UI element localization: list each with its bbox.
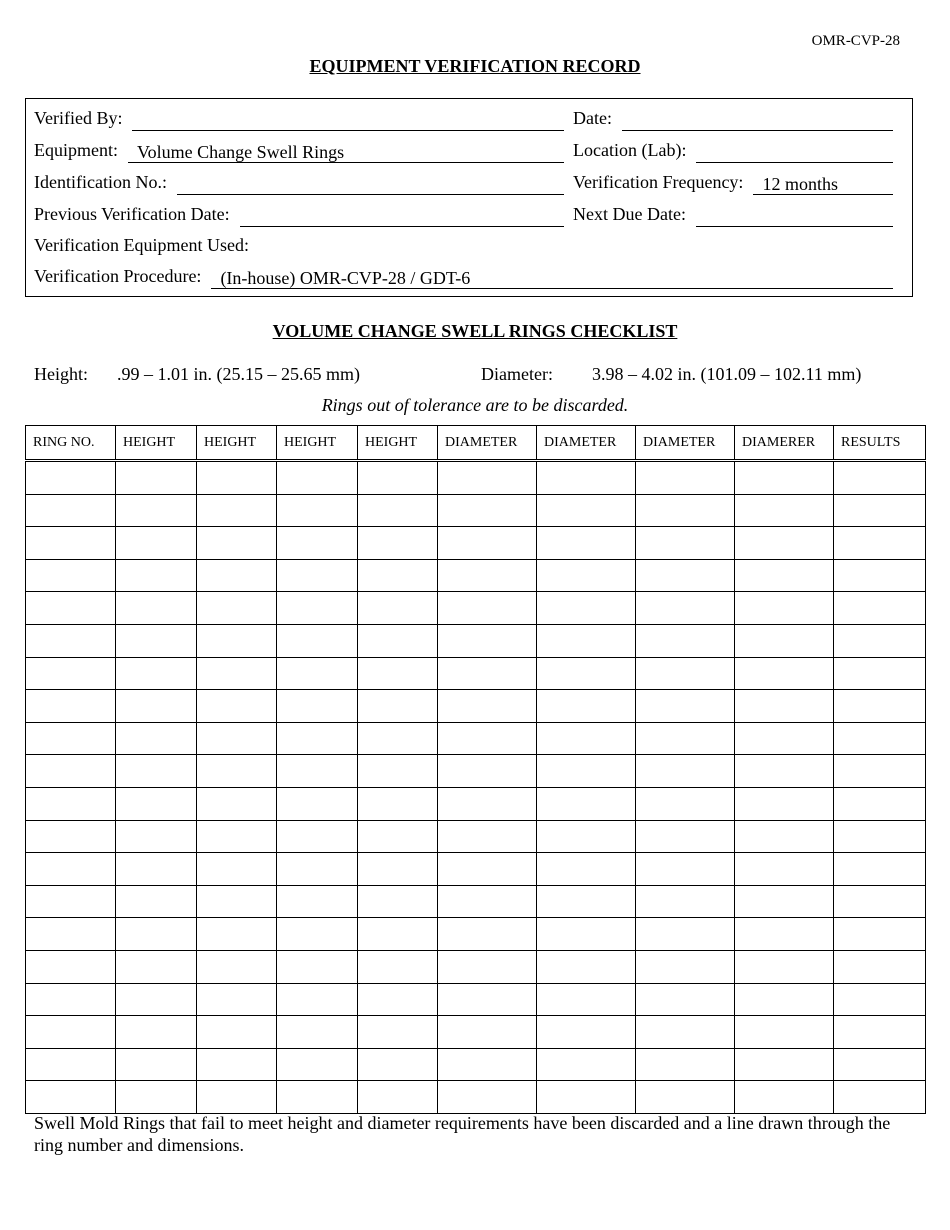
table-cell[interactable]	[277, 592, 358, 625]
table-cell[interactable]	[197, 853, 277, 886]
table-cell[interactable]	[197, 657, 277, 690]
table-cell[interactable]	[834, 592, 926, 625]
table-cell[interactable]	[358, 853, 438, 886]
table-row	[26, 983, 926, 1016]
table-cell[interactable]	[358, 1081, 438, 1114]
table-cell[interactable]	[537, 950, 636, 983]
table-cell[interactable]	[438, 461, 537, 495]
table-cell[interactable]	[197, 624, 277, 657]
table-cell[interactable]	[537, 918, 636, 951]
document-id: OMR-CVP-28	[811, 33, 900, 49]
table-row	[26, 1081, 926, 1114]
table-cell[interactable]	[834, 1048, 926, 1081]
table-cell[interactable]	[735, 1016, 834, 1049]
table-cell[interactable]	[116, 461, 197, 495]
table-row	[26, 755, 926, 788]
previous-date-field	[34, 203, 564, 227]
table-row	[26, 690, 926, 723]
table-cell[interactable]	[358, 690, 438, 723]
col-height-2: HEIGHT	[197, 426, 277, 461]
table-cell[interactable]	[735, 722, 834, 755]
table-cell[interactable]	[438, 885, 537, 918]
table-cell[interactable]	[277, 1016, 358, 1049]
table-cell[interactable]	[636, 624, 735, 657]
table-cell[interactable]	[735, 1048, 834, 1081]
table-cell[interactable]	[358, 820, 438, 853]
table-cell[interactable]	[197, 950, 277, 983]
table-cell[interactable]	[26, 820, 116, 853]
table-cell[interactable]	[834, 461, 926, 495]
verified-by-input[interactable]	[132, 109, 564, 131]
table-cell[interactable]	[537, 494, 636, 527]
table-cell[interactable]	[277, 494, 358, 527]
checklist-title: VOLUME CHANGE SWELL RINGS CHECKLIST	[272, 321, 678, 341]
previous-date-input[interactable]	[240, 205, 564, 227]
col-diameter-1: DIAMETER	[438, 426, 537, 461]
table-cell[interactable]	[358, 657, 438, 690]
date-label: Date:	[573, 108, 612, 128]
table-cell[interactable]	[197, 1016, 277, 1049]
footer-note: Swell Mold Rings that fail to meet height and diameter requirements have been discarded and a line drawn through the ring number and dimensions.	[34, 1113, 891, 1155]
table-cell[interactable]	[537, 559, 636, 592]
table-cell[interactable]	[834, 527, 926, 560]
table-cell[interactable]	[26, 657, 116, 690]
identification-input[interactable]	[177, 173, 564, 195]
table-row	[26, 494, 926, 527]
table-cell[interactable]	[537, 657, 636, 690]
table-cell[interactable]	[358, 461, 438, 495]
table-cell[interactable]	[197, 820, 277, 853]
table-cell[interactable]	[277, 624, 358, 657]
table-row	[26, 918, 926, 951]
table-cell[interactable]	[26, 527, 116, 560]
table-cell[interactable]	[26, 885, 116, 918]
table-cell[interactable]	[26, 624, 116, 657]
equipment-field	[34, 139, 564, 163]
col-diameter-4: DIAMERER	[735, 426, 834, 461]
table-cell[interactable]	[438, 1016, 537, 1049]
table-cell[interactable]	[26, 787, 116, 820]
table-cell[interactable]	[116, 1081, 197, 1114]
table-cell[interactable]	[735, 755, 834, 788]
col-diameter-3: DIAMETER	[636, 426, 735, 461]
table-cell[interactable]	[26, 853, 116, 886]
table-cell[interactable]	[537, 527, 636, 560]
table-cell[interactable]	[358, 755, 438, 788]
table-cell[interactable]	[197, 690, 277, 723]
table-cell[interactable]	[197, 494, 277, 527]
table-cell[interactable]	[636, 1048, 735, 1081]
table-cell[interactable]	[537, 983, 636, 1016]
table-cell[interactable]	[537, 722, 636, 755]
table-cell[interactable]	[537, 755, 636, 788]
table-cell[interactable]	[834, 853, 926, 886]
table-row	[26, 527, 926, 560]
table-cell[interactable]	[537, 885, 636, 918]
table-cell[interactable]	[358, 592, 438, 625]
table-cell[interactable]	[26, 1016, 116, 1049]
table-cell[interactable]	[26, 559, 116, 592]
table-cell[interactable]	[735, 983, 834, 1016]
col-height-1: HEIGHT	[116, 426, 197, 461]
table-cell[interactable]	[116, 559, 197, 592]
table-row	[26, 950, 926, 983]
table-cell[interactable]	[197, 755, 277, 788]
table-cell[interactable]	[636, 1081, 735, 1114]
table-cell[interactable]	[197, 592, 277, 625]
location-input[interactable]	[696, 141, 893, 163]
table-cell[interactable]	[636, 950, 735, 983]
table-cell[interactable]	[277, 885, 358, 918]
table-cell[interactable]	[834, 755, 926, 788]
table-cell[interactable]	[537, 787, 636, 820]
table-cell[interactable]	[197, 918, 277, 951]
table-cell[interactable]	[197, 559, 277, 592]
table-cell[interactable]	[438, 820, 537, 853]
table-row	[26, 853, 926, 886]
height-spec-label: Height:	[34, 364, 88, 384]
table-cell[interactable]	[636, 755, 735, 788]
table-cell[interactable]	[537, 853, 636, 886]
frequency-label: Verification Frequency:	[573, 172, 744, 192]
table-cell[interactable]	[358, 787, 438, 820]
table-cell[interactable]	[197, 787, 277, 820]
table-cell[interactable]	[358, 494, 438, 527]
table-cell[interactable]	[438, 592, 537, 625]
table-cell[interactable]	[735, 950, 834, 983]
table-cell[interactable]	[197, 722, 277, 755]
table-cell[interactable]	[277, 559, 358, 592]
table-cell[interactable]	[735, 592, 834, 625]
table-cell[interactable]	[636, 494, 735, 527]
table-cell[interactable]	[277, 722, 358, 755]
table-cell[interactable]	[438, 755, 537, 788]
table-cell[interactable]	[636, 885, 735, 918]
table-cell[interactable]	[438, 1081, 537, 1114]
table-cell[interactable]	[537, 1081, 636, 1114]
date-input[interactable]	[622, 109, 893, 131]
equipment-used-field	[34, 234, 564, 258]
frequency-field	[573, 171, 893, 195]
equipment-input[interactable]: Volume Change Swell Rings	[128, 141, 564, 163]
table-cell[interactable]	[116, 983, 197, 1016]
procedure-field	[34, 265, 893, 289]
table-cell[interactable]	[735, 787, 834, 820]
record-info-box	[25, 98, 913, 297]
table-cell[interactable]	[26, 918, 116, 951]
table-cell[interactable]	[636, 657, 735, 690]
table-cell[interactable]	[197, 527, 277, 560]
table-cell[interactable]	[116, 657, 197, 690]
table-cell[interactable]	[358, 918, 438, 951]
table-row	[26, 559, 926, 592]
page-title: EQUIPMENT VERIFICATION RECORD	[309, 56, 641, 76]
table-cell[interactable]	[438, 527, 537, 560]
location-label: Location (Lab):	[573, 140, 687, 160]
table-cell[interactable]	[438, 983, 537, 1016]
table-cell[interactable]	[116, 950, 197, 983]
table-cell[interactable]	[834, 1081, 926, 1114]
table-cell[interactable]	[834, 983, 926, 1016]
table-cell[interactable]	[116, 1048, 197, 1081]
table-cell[interactable]	[116, 592, 197, 625]
table-cell[interactable]	[358, 527, 438, 560]
table-cell[interactable]	[636, 559, 735, 592]
table-cell[interactable]	[277, 755, 358, 788]
table-header-row	[26, 426, 926, 461]
table-cell[interactable]	[358, 1048, 438, 1081]
diameter-spec-value: 3.98 – 4.02 in. (101.09 – 102.11 mm)	[592, 364, 862, 384]
table-cell[interactable]	[438, 559, 537, 592]
equipment-used-label: Verification Equipment Used:	[34, 235, 249, 255]
table-cell[interactable]	[834, 722, 926, 755]
table-cell[interactable]	[358, 983, 438, 1016]
table-row	[26, 787, 926, 820]
verified-by-field	[34, 107, 564, 131]
table-cell[interactable]	[537, 1016, 636, 1049]
table-cell[interactable]	[636, 722, 735, 755]
table-row	[26, 885, 926, 918]
previous-date-label: Previous Verification Date:	[34, 204, 230, 224]
table-cell[interactable]	[26, 592, 116, 625]
table-cell[interactable]	[438, 722, 537, 755]
col-ring-no: RING NO.	[26, 426, 116, 461]
table-cell[interactable]	[735, 918, 834, 951]
table-cell[interactable]	[636, 853, 735, 886]
table-cell[interactable]	[834, 820, 926, 853]
table-cell[interactable]	[358, 950, 438, 983]
table-cell[interactable]	[537, 624, 636, 657]
next-due-field	[573, 203, 893, 227]
table-row	[26, 592, 926, 625]
table-cell[interactable]	[537, 690, 636, 723]
table-cell[interactable]	[26, 494, 116, 527]
table-cell[interactable]	[438, 853, 537, 886]
table-row	[26, 820, 926, 853]
table-row	[26, 461, 926, 495]
table-cell[interactable]	[735, 1081, 834, 1114]
table-cell[interactable]	[834, 690, 926, 723]
tolerance-note: Rings out of tolerance are to be discarded.	[321, 395, 629, 415]
col-height-3: HEIGHT	[277, 426, 358, 461]
table-cell[interactable]	[834, 1016, 926, 1049]
date-field	[573, 107, 893, 131]
table-cell[interactable]	[735, 461, 834, 495]
table-row	[26, 722, 926, 755]
table-cell[interactable]	[116, 722, 197, 755]
table-cell[interactable]	[358, 1016, 438, 1049]
ring-checklist-table	[25, 425, 926, 1114]
table-cell[interactable]	[537, 1048, 636, 1081]
table-cell[interactable]	[26, 755, 116, 788]
table-cell[interactable]	[636, 592, 735, 625]
table-cell[interactable]	[277, 461, 358, 495]
table-cell[interactable]	[735, 657, 834, 690]
table-cell[interactable]	[116, 853, 197, 886]
table-cell[interactable]	[116, 690, 197, 723]
next-due-label: Next Due Date:	[573, 204, 686, 224]
table-cell[interactable]	[197, 461, 277, 495]
table-cell[interactable]	[438, 624, 537, 657]
table-cell[interactable]	[636, 918, 735, 951]
table-cell[interactable]	[26, 722, 116, 755]
table-cell[interactable]	[438, 918, 537, 951]
table-cell[interactable]	[537, 461, 636, 495]
table-cell[interactable]	[197, 1081, 277, 1114]
table-row	[26, 624, 926, 657]
table-cell[interactable]	[636, 787, 735, 820]
identification-field	[34, 171, 564, 195]
table-cell[interactable]	[358, 624, 438, 657]
table-cell[interactable]	[735, 853, 834, 886]
table-cell[interactable]	[537, 820, 636, 853]
table-cell[interactable]	[277, 657, 358, 690]
table-cell[interactable]	[735, 494, 834, 527]
table-cell[interactable]	[438, 690, 537, 723]
table-cell[interactable]	[116, 918, 197, 951]
table-cell[interactable]	[636, 461, 735, 495]
table-cell[interactable]	[358, 559, 438, 592]
table-cell[interactable]	[26, 690, 116, 723]
verified-by-label: Verified By:	[34, 108, 123, 128]
table-cell[interactable]	[438, 950, 537, 983]
equipment-label: Equipment:	[34, 140, 118, 160]
table-cell[interactable]	[358, 885, 438, 918]
table-cell[interactable]	[26, 950, 116, 983]
table-cell[interactable]	[277, 1048, 358, 1081]
table-cell[interactable]	[537, 592, 636, 625]
table-cell[interactable]	[116, 787, 197, 820]
table-cell[interactable]	[358, 722, 438, 755]
procedure-input[interactable]: (In-house) OMR-CVP-28 / GDT-6	[211, 267, 893, 289]
location-field	[573, 139, 893, 163]
table-cell[interactable]	[26, 461, 116, 495]
col-height-4: HEIGHT	[358, 426, 438, 461]
table-cell[interactable]	[636, 527, 735, 560]
table-cell[interactable]	[277, 820, 358, 853]
table-cell[interactable]	[116, 755, 197, 788]
next-due-input[interactable]	[696, 205, 893, 227]
table-cell[interactable]	[438, 657, 537, 690]
table-cell[interactable]	[636, 820, 735, 853]
procedure-label: Verification Procedure:	[34, 266, 202, 286]
table-cell[interactable]	[834, 950, 926, 983]
table-cell[interactable]	[26, 1081, 116, 1114]
table-cell[interactable]	[277, 950, 358, 983]
table-cell[interactable]	[438, 1048, 537, 1081]
table-row	[26, 1048, 926, 1081]
table-cell[interactable]	[277, 787, 358, 820]
table-cell[interactable]	[277, 1081, 358, 1114]
diameter-spec-label: Diameter:	[481, 364, 553, 384]
table-cell[interactable]	[116, 820, 197, 853]
table-cell[interactable]	[116, 1016, 197, 1049]
table-cell[interactable]	[834, 885, 926, 918]
height-spec-value: .99 – 1.01 in. (25.15 – 25.65 mm)	[117, 364, 360, 384]
table-cell[interactable]	[636, 983, 735, 1016]
table-cell[interactable]	[735, 885, 834, 918]
table-cell[interactable]	[116, 624, 197, 657]
frequency-input[interactable]: 12 months	[753, 173, 893, 195]
table-cell[interactable]	[834, 559, 926, 592]
identification-label: Identification No.:	[34, 172, 167, 192]
table-cell[interactable]	[277, 918, 358, 951]
col-results: RESULTS	[834, 426, 926, 461]
table-cell[interactable]	[735, 527, 834, 560]
table-cell[interactable]	[197, 983, 277, 1016]
table-cell[interactable]	[834, 787, 926, 820]
table-cell[interactable]	[438, 787, 537, 820]
table-cell[interactable]	[636, 690, 735, 723]
table-cell[interactable]	[116, 527, 197, 560]
table-cell[interactable]	[26, 1048, 116, 1081]
table-row	[26, 1016, 926, 1049]
table-cell[interactable]	[636, 1016, 735, 1049]
table-cell[interactable]	[735, 559, 834, 592]
table-cell[interactable]	[277, 983, 358, 1016]
table-cell[interactable]	[197, 1048, 277, 1081]
table-row	[26, 657, 926, 690]
col-diameter-2: DIAMETER	[537, 426, 636, 461]
table-cell[interactable]	[277, 690, 358, 723]
table-cell[interactable]	[735, 820, 834, 853]
table-cell[interactable]	[277, 853, 358, 886]
table-cell[interactable]	[26, 983, 116, 1016]
table-cell[interactable]	[197, 885, 277, 918]
table-cell[interactable]	[116, 885, 197, 918]
table-cell[interactable]	[834, 494, 926, 527]
table-cell[interactable]	[116, 494, 197, 527]
table-cell[interactable]	[834, 657, 926, 690]
table-cell[interactable]	[277, 527, 358, 560]
table-cell[interactable]	[834, 918, 926, 951]
table-cell[interactable]	[735, 624, 834, 657]
table-cell[interactable]	[438, 494, 537, 527]
table-cell[interactable]	[735, 690, 834, 723]
table-cell[interactable]	[834, 624, 926, 657]
